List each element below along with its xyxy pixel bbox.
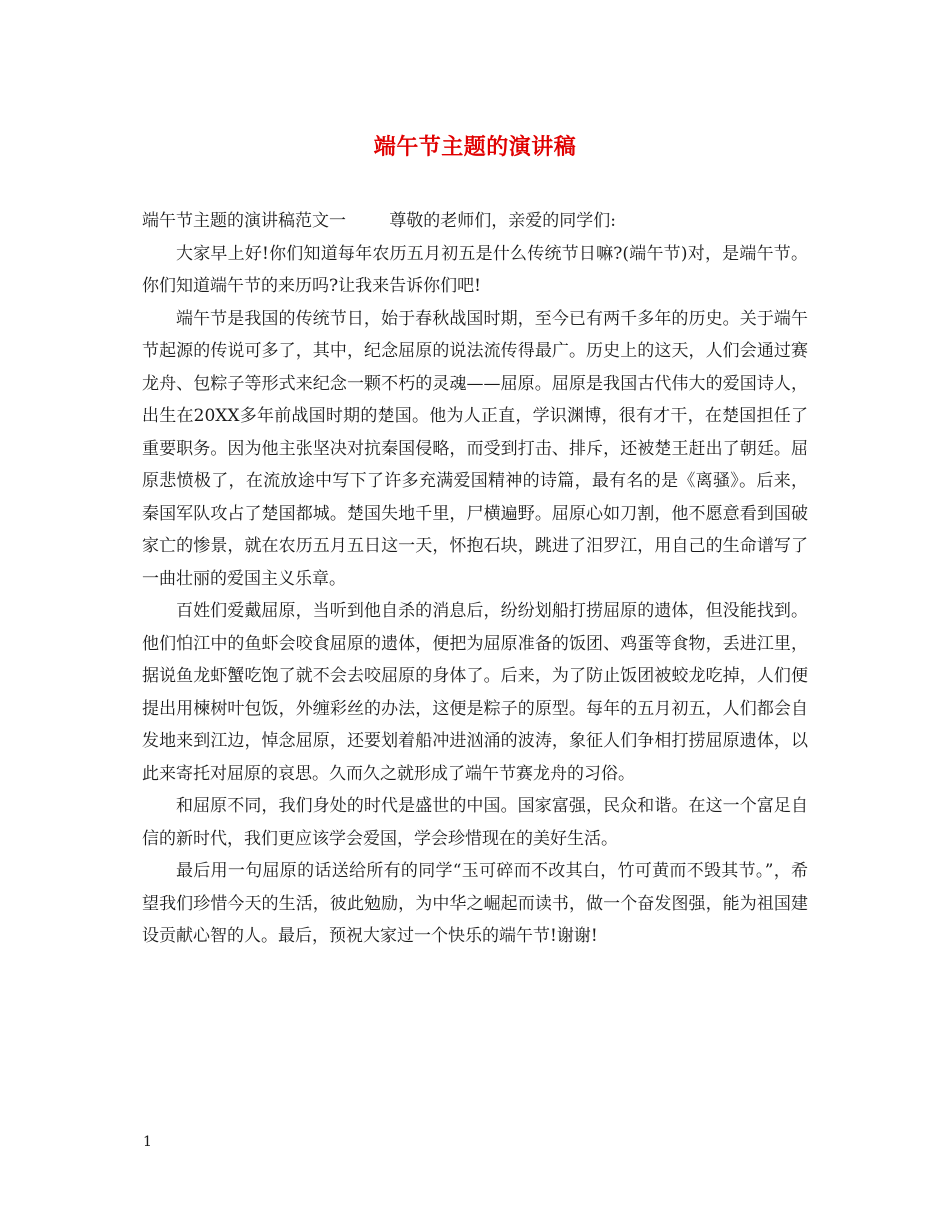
page-number: 1: [143, 1134, 152, 1150]
paragraph-1: 大家早上好!你们知道每年农历五月初五是什么传统节日嘛?(端午节)对，是端午节。你们知道端午节的来历吗?让我来告诉你们吧!: [142, 243, 808, 296]
document-title: 端午节主题的演讲稿: [373, 134, 577, 160]
paragraph-5: 最后用一句屈原的话送给所有的同学“玉可碎而不改其白，竹可黄而不毁其节。”，希望我们珍惜今天的生活，彼此勉励，为中华之崛起而读书，做一个奋发图强，能为祖国建设贡献心智的人。最后，预祝大家过一个快乐的端午节!谢谢!: [142, 861, 808, 946]
greeting-line: 端午节主题的演讲稿范文一 尊敬的老师们，亲爱的同学们:: [142, 211, 616, 231]
paragraph-3: 百姓们爱戴屈原，当听到他自杀的消息后，纷纷划船打捞屈原的遗体，但没能找到。他们怕江中的鱼虾会咬食屈原的遗体，便把为屈原准备的饭团、鸡蛋等食物，丢进江里，据说鱼龙虾蟹吃饱了就不会去咬屈原的身体了。后来，为了防止饭团被蛟龙吃掉，人们便提出用楝树叶包饭，外缠彩丝的办法，这便是粽子的原型。每年的五月初五，人们都会自发地来到江边，悼念屈原，还要划着船冲进汹涌的波涛，象征人们争相打捞屈原遗体，以此来寄托对屈原的哀思。久而久之就形成了端午节赛龙舟的习俗。: [142, 601, 808, 784]
paragraph-2: 端午节是我国的传统节日，始于春秋战国时期，至今已有两千多年的历史。关于端午节起源的传说可多了，其中，纪念屈原的说法流传得最广。历史上的这天，人们会通过赛龙舟、包粽子等形式来纪念一颗不朽的灵魂——屈原。屈原是我国古代伟大的爱国诗人，出生在20XX多年前战国时期的楚国。他为人正直，学识渊博，很有才干，在楚国担任了重要职务。因为他主张坚决对抗秦国侵略，而受到打击、排斥，还被楚王赶出了朝廷。屈原悲愤极了，在流放途中写下了许多充满爱国精神的诗篇，最有名的是《离骚》。后来，秦国军队攻占了楚国都城。楚国失地千里，尸横遍野。屈原心如刀割，他不愿意看到国破家亡的惨景，就在农历五月五日这一天，怀抱石块，跳进了汨罗江，用自己的生命谱写了一曲壮丽的爱国主义乐章。: [142, 308, 808, 589]
document-body: [142, 205, 808, 953]
paragraph-4: 和屈原不同，我们身处的时代是盛世的中国。国家富强，民众和谐。在这一个富足自信的新时代，我们更应该学会爱国，学会珍惜现在的美好生活。: [142, 796, 808, 849]
